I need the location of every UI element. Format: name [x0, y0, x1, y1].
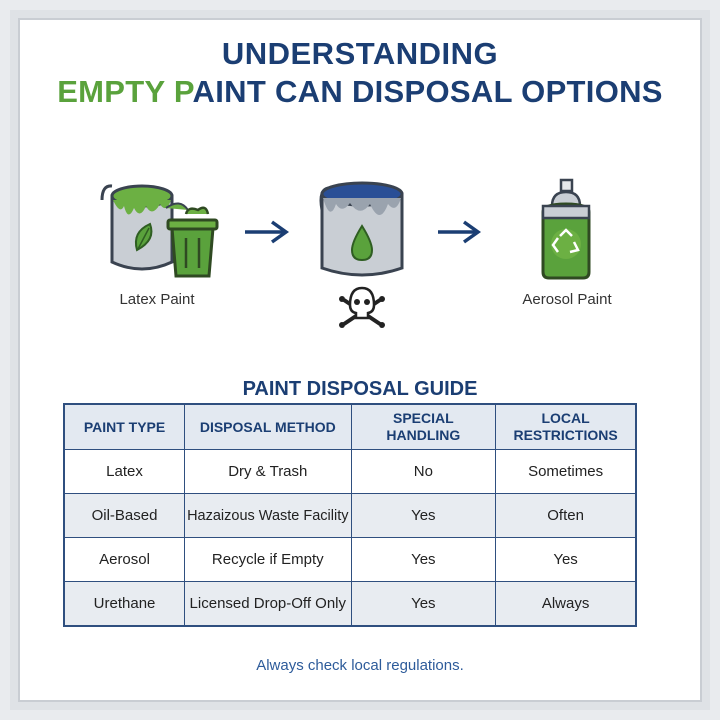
arrow-right-icon: [438, 222, 478, 242]
green-trash-bin-icon: [168, 208, 217, 276]
cell: Licensed Drop-Off Only: [185, 582, 351, 627]
title-navy-part: AINT CAN DISPOSAL OPTIONS: [192, 74, 663, 109]
header-disposal-method: DISPOSAL METHOD: [185, 404, 351, 450]
table-header-row: [64, 404, 636, 450]
paint-disposal-table: [63, 403, 637, 627]
cell: No: [351, 450, 496, 494]
table-row: [64, 494, 636, 538]
cell: Often: [496, 494, 636, 538]
cell: Yes: [351, 582, 496, 627]
table-row: [64, 450, 636, 494]
header-special-handling-text: SPECIAL HANDLING: [386, 410, 461, 443]
cell: Recycle if Empty: [185, 538, 351, 582]
cell: Aerosol: [64, 538, 185, 582]
arrow-right-icon: [245, 222, 286, 242]
oil-paint-can-icon: [321, 183, 402, 275]
cell: Yes: [351, 538, 496, 582]
guide-title: PAINT DISPOSAL GUIDE: [242, 378, 478, 400]
cell: Hazaizous Waste Facility: [185, 494, 351, 538]
cell: Latex: [64, 450, 185, 494]
label-aerosol-paint: Aerosol Paint: [522, 291, 612, 308]
cell: Urethane: [64, 582, 185, 627]
header-local-restrictions-text: LOCAL RESTRICTIONS: [513, 410, 618, 443]
footnote: Always check local regulations.: [256, 657, 464, 674]
label-latex-paint: Latex Paint: [119, 291, 195, 308]
cell: Yes: [351, 494, 496, 538]
header-special-handling: [351, 404, 496, 450]
cell: Sometimes: [496, 450, 636, 494]
disposal-illustration: [0, 160, 720, 340]
skull-crossbones-icon: [339, 288, 385, 328]
title-line-2: [0, 74, 720, 110]
cell: Always: [496, 582, 636, 627]
cell: Oil-Based: [64, 494, 185, 538]
header-local-restrictions: [496, 404, 636, 450]
table-row: [64, 582, 636, 627]
cell: Yes: [496, 538, 636, 582]
aerosol-can-icon: [543, 180, 589, 278]
title-line-1: UNDERSTANDING: [221, 36, 499, 71]
table-row: [64, 538, 636, 582]
header-paint-type: PAINT TYPE: [64, 404, 185, 450]
cell: Dry & Trash: [185, 450, 351, 494]
title-green-part: EMPTY P: [57, 74, 193, 109]
